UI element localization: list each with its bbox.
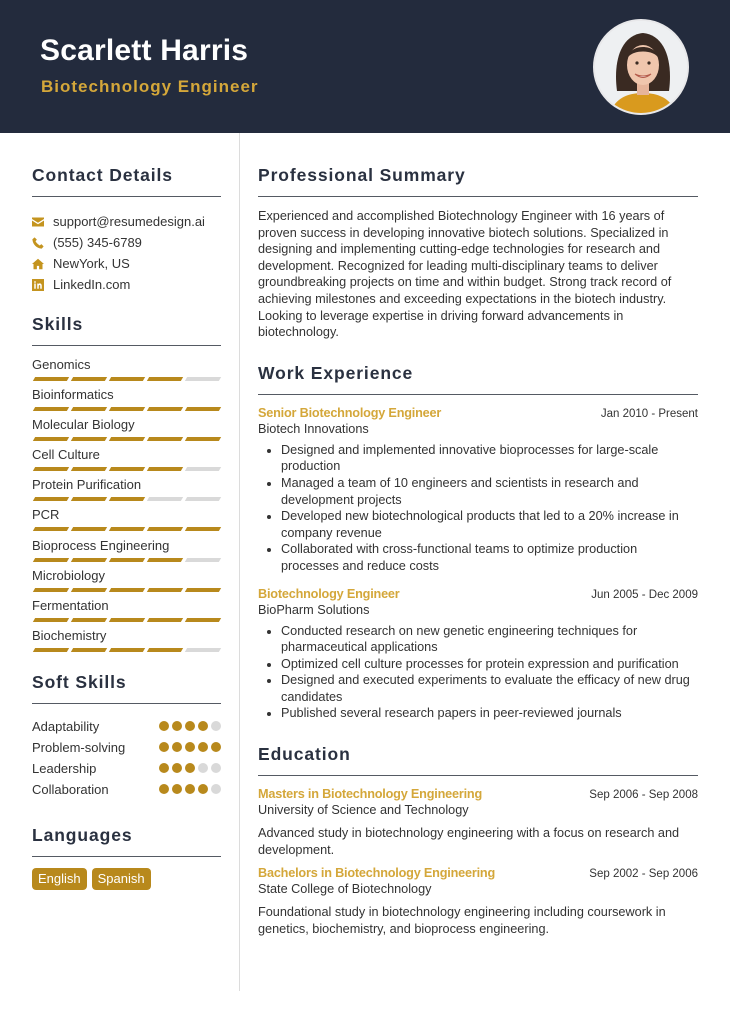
section-rule (32, 345, 221, 346)
skill-level-segment (71, 618, 107, 622)
rating-dot-icon (185, 742, 195, 752)
skill-level-segment (147, 407, 183, 411)
section-rule (32, 196, 221, 197)
contact-email-text: support@resumedesign.ai (53, 214, 205, 229)
soft-skill-name: Collaboration (32, 781, 109, 797)
sidebar (32, 133, 221, 890)
skill-level-segment (71, 648, 107, 652)
language-list (32, 868, 221, 890)
skill-level-segment (33, 497, 69, 501)
experience-section (258, 363, 698, 722)
phone-icon (32, 237, 44, 249)
skill-item (32, 568, 221, 598)
skill-level-segment (147, 527, 183, 531)
job-bullets (258, 623, 698, 723)
job-bullet: • Managed a team of 10 engineers and scientists in research and development projects (281, 475, 698, 508)
skill-level-segment (185, 527, 221, 531)
rating-dot-icon (172, 763, 182, 773)
job-bullet: • Developed new biotechnological products that led to a 20% increase in company revenue (281, 508, 698, 541)
skill-level-segment (147, 558, 183, 562)
degree-title: Masters in Biotechnology Engineering (258, 787, 483, 802)
skill-level-bar (32, 377, 221, 382)
contact-section (32, 165, 221, 295)
skill-level-segment (147, 588, 183, 592)
contact-linkedin[interactable] (32, 274, 221, 295)
skill-name: Fermentation (32, 597, 109, 613)
skill-item (32, 417, 221, 447)
job-company: BioPharm Solutions (258, 602, 370, 617)
skills-section (32, 314, 221, 658)
linkedin-icon (32, 279, 44, 291)
languages-section (32, 825, 221, 890)
rating-dot-icon (211, 784, 221, 794)
skill-level-segment (109, 648, 145, 652)
skill-level-bar (32, 407, 221, 412)
job-bullets (258, 442, 698, 575)
candidate-name: Scarlett Harris (40, 34, 249, 67)
skill-item (32, 477, 221, 507)
skill-name: Cell Culture (32, 447, 100, 463)
skill-level-segment (109, 377, 145, 381)
job-bullet: • Published several research papers in peer-reviewed journals (281, 705, 698, 722)
job-entry (258, 406, 698, 575)
section-title-soft-skills: Soft Skills (32, 671, 127, 692)
contact-location-text: NewYork, US (53, 256, 130, 271)
skill-level-segment (33, 618, 69, 622)
skill-level-bar (32, 437, 221, 442)
skill-level-segment (147, 497, 183, 501)
education-description: Foundational study in biotechnology engineering including coursework in genetics, biochemistry, and bioprocess engineering. (258, 905, 666, 936)
skill-level-segment (185, 618, 221, 622)
skill-level-segment (71, 467, 107, 471)
language-badge: Spanish (92, 868, 151, 890)
skill-name: Bioprocess Engineering (32, 537, 170, 553)
job-bullet: • Collaborated with cross-functional teams to optimize production processes and reduce costs (281, 541, 698, 574)
skill-level-segment (185, 588, 221, 592)
skill-level-bar (32, 467, 221, 472)
education-dates: Sep 2002 - Sep 2006 (589, 868, 698, 881)
rating-dot-icon (185, 763, 195, 773)
section-title-summary: Professional Summary (258, 165, 466, 185)
contact-linkedin-text: LinkedIn.com (53, 277, 131, 292)
skill-level-segment (33, 377, 69, 381)
skill-level-segment (185, 407, 221, 411)
section-title-education: Education (258, 744, 351, 765)
contact-phone-text: (555) 345-6789 (53, 235, 142, 250)
rating-dot-icon (185, 721, 195, 731)
skill-level-segment (109, 588, 145, 592)
skill-level-segment (33, 588, 69, 592)
soft-skill-item (32, 737, 221, 758)
job-title: Senior Biotechnology Engineer (258, 405, 442, 420)
skill-level-segment (185, 648, 221, 652)
skill-level-segment (185, 558, 221, 562)
skill-name: PCR (32, 507, 60, 523)
skill-level-segment (147, 377, 183, 381)
skill-level-segment (71, 377, 107, 381)
skill-name: Bioinformatics (32, 387, 114, 403)
rating-dot-icon (198, 742, 208, 752)
section-title-languages: Languages (32, 824, 133, 845)
candidate-role: Biotechnology Engineer (41, 77, 259, 96)
education-dates: Sep 2006 - Sep 2008 (589, 789, 698, 802)
section-title-contact: Contact Details (32, 165, 173, 185)
summary-section (258, 165, 698, 341)
section-title-skills: Skills (32, 314, 84, 334)
education-entry (258, 787, 698, 858)
skill-level-segment (71, 407, 107, 411)
column-divider (239, 133, 240, 991)
soft-skill-rating (159, 784, 221, 794)
main-content (258, 133, 698, 937)
skill-level-segment (109, 527, 145, 531)
skill-level-bar (32, 588, 221, 593)
skill-level-segment (109, 558, 145, 562)
skill-level-segment (109, 497, 145, 501)
job-bullet: • Designed and executed experiments to evaluate the efficacy of new drug candidates (281, 672, 698, 705)
skill-level-segment (71, 437, 107, 441)
skill-level-segment (33, 407, 69, 411)
soft-skill-item (32, 779, 221, 800)
language-badge: English (32, 868, 87, 890)
section-rule (258, 775, 698, 776)
job-company: Biotech Innovations (258, 421, 369, 436)
job-dates: Jun 2005 - Dec 2009 (591, 588, 698, 601)
profile-photo-illustration (595, 21, 689, 115)
skill-level-bar (32, 648, 221, 653)
skill-level-segment (147, 648, 183, 652)
skill-level-bar (32, 618, 221, 623)
soft-skill-list (32, 716, 221, 800)
skill-level-segment (185, 467, 221, 471)
skill-level-segment (71, 497, 107, 501)
skill-item (32, 387, 221, 417)
skill-level-segment (147, 467, 183, 471)
job-title: Biotechnology Engineer (258, 586, 400, 601)
school-name: State College of Biotechnology (258, 882, 432, 897)
soft-skill-item (32, 758, 221, 779)
section-rule (32, 856, 221, 857)
skill-level-segment (71, 527, 107, 531)
home-icon (32, 258, 44, 270)
skill-name: Protein Purification (32, 477, 142, 493)
contact-list (32, 211, 221, 295)
skill-level-segment (109, 618, 145, 622)
section-rule (258, 394, 698, 395)
skill-level-bar (32, 527, 221, 532)
skill-item (32, 357, 221, 387)
soft-skill-item (32, 716, 221, 737)
skill-level-segment (33, 527, 69, 531)
rating-dot-icon (172, 784, 182, 794)
contact-email[interactable] (32, 211, 221, 232)
rating-dot-icon (172, 721, 182, 731)
summary-text: Experienced and accomplished Biotechnology Engineer with 16 years of proven success in developing innovative biotech solutions. Specialized in designing and implementing cutting-edge technologies for research and development. Recognized for leading multi-disciplinary teams to deliver groundbreaking projects on time and within budget. Strong track record of achieving milestones and exceeding expectations in the biotech industry. Looking to leverage expertise in driving forward advancements in biotechnology. (258, 209, 672, 340)
skill-level-segment (33, 648, 69, 652)
job-entry (258, 587, 698, 723)
rating-dot-icon (172, 742, 182, 752)
skill-name: Molecular Biology (32, 417, 135, 433)
envelope-icon (32, 216, 44, 228)
skill-level-segment (147, 437, 183, 441)
section-rule (258, 196, 698, 197)
skill-item (32, 538, 221, 568)
section-title-experience: Work Experience (258, 362, 414, 383)
skill-item (32, 447, 221, 477)
section-rule (32, 703, 221, 704)
soft-skill-name: Problem-solving (32, 739, 126, 755)
skill-level-segment (33, 437, 69, 441)
skill-level-segment (33, 558, 69, 562)
rating-dot-icon (211, 742, 221, 752)
avatar (593, 19, 689, 115)
skill-level-segment (109, 407, 145, 411)
skill-item (32, 507, 221, 537)
rating-dot-icon (211, 721, 221, 731)
school-name: University of Science and Technology (258, 803, 469, 818)
skill-item (32, 628, 221, 658)
education-description: Advanced study in biotechnology engineering with a focus on research and development. (258, 826, 680, 857)
job-bullet: • Designed and implemented innovative bioprocesses for large-scale production (281, 442, 698, 475)
job-dates: Jan 2010 - Present (600, 407, 698, 420)
contact-location (32, 253, 221, 274)
rating-dot-icon (198, 784, 208, 794)
rating-dot-icon (159, 742, 169, 752)
rating-dot-icon (159, 721, 169, 731)
contact-phone[interactable] (32, 232, 221, 253)
skill-level-segment (185, 377, 221, 381)
skill-name: Microbiology (32, 567, 105, 583)
job-bullet: • Optimized cell culture processes for protein expression and purification (281, 656, 698, 673)
skill-level-segment (185, 437, 221, 441)
soft-skill-rating (159, 742, 221, 752)
rating-dot-icon (185, 784, 195, 794)
education-entry (258, 866, 698, 937)
job-bullet: • Conducted research on new genetic engineering techniques for pharmaceutical applications (281, 623, 698, 656)
soft-skill-name: Leadership (32, 760, 97, 776)
rating-dot-icon (198, 721, 208, 731)
rating-dot-icon (211, 763, 221, 773)
soft-skills-section (32, 672, 221, 800)
skill-name: Genomics (32, 357, 91, 372)
skill-level-bar (32, 558, 221, 563)
skill-level-segment (109, 437, 145, 441)
skill-level-segment (71, 558, 107, 562)
skill-level-segment (33, 467, 69, 471)
soft-skill-rating (159, 721, 221, 731)
skill-level-bar (32, 497, 221, 502)
skill-level-segment (109, 467, 145, 471)
resume-header (0, 0, 730, 133)
rating-dot-icon (159, 763, 169, 773)
soft-skill-rating (159, 763, 221, 773)
skill-level-segment (147, 618, 183, 622)
skill-list (32, 357, 221, 658)
rating-dot-icon (159, 784, 169, 794)
rating-dot-icon (198, 763, 208, 773)
skill-item (32, 598, 221, 628)
skill-level-segment (71, 588, 107, 592)
degree-title: Bachelors in Biotechnology Engineering (258, 866, 496, 881)
soft-skill-name: Adaptability (32, 718, 100, 734)
skill-name: Biochemistry (32, 627, 107, 643)
skill-level-segment (185, 497, 221, 501)
education-section (258, 744, 698, 937)
